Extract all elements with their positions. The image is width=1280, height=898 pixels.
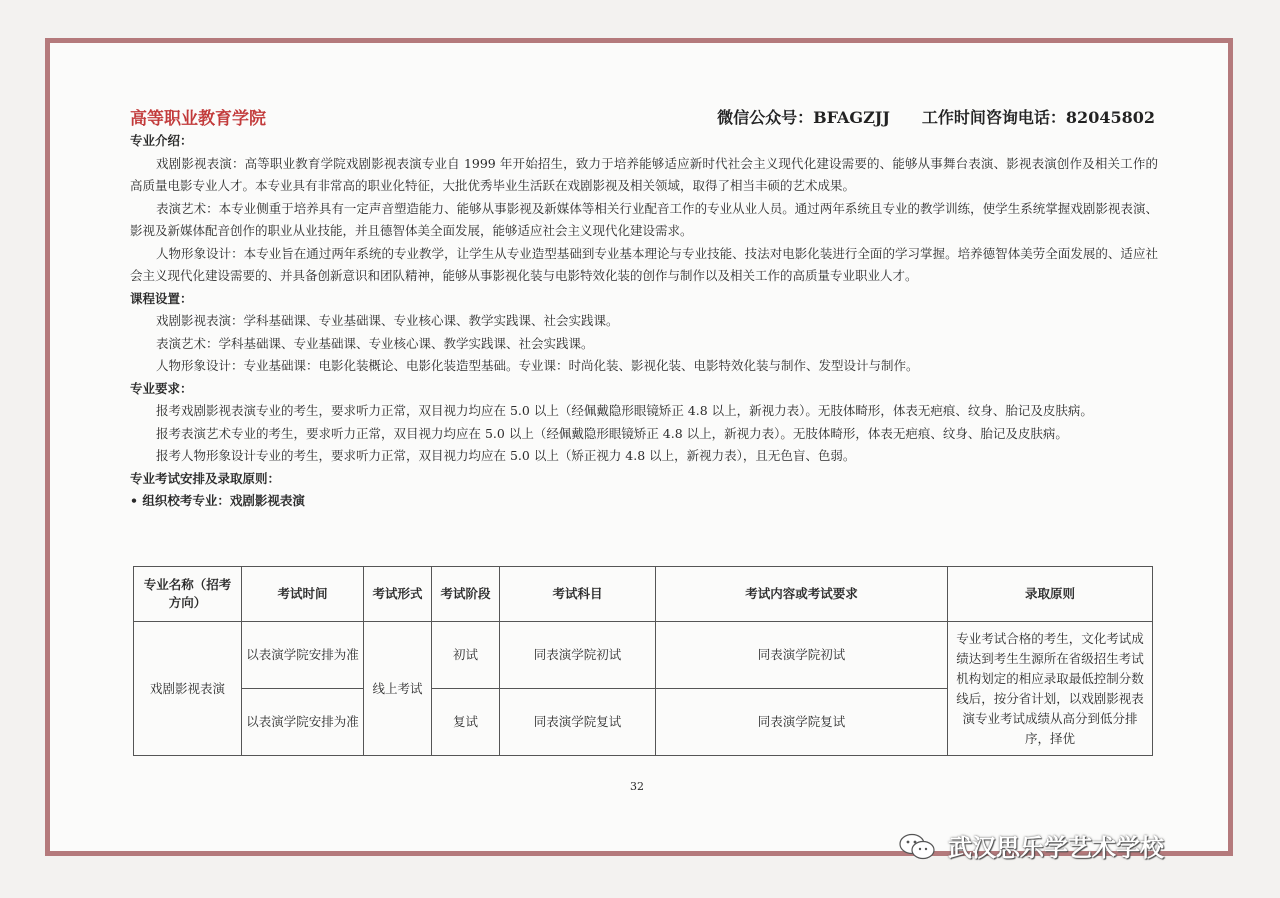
column-header: 专业名称（招考方向） bbox=[134, 567, 242, 622]
wechat-account: 微信公众号：BFAGZJJ bbox=[717, 107, 890, 127]
major-cell: 戏剧影视表演 bbox=[134, 622, 242, 756]
time-cell: 以表演学院安排为准 bbox=[242, 689, 364, 756]
document-body bbox=[130, 130, 1158, 513]
exam-table bbox=[133, 566, 1153, 756]
contact-info bbox=[717, 105, 1155, 128]
school-name: 高等职业教育学院 bbox=[130, 108, 266, 129]
requirement-item: 报考人物形象设计专业的考生，要求听力正常，双目视力均应在 5.0 以上（矫正视力 4.8 以上，新视力表），且无色盲、色弱。 bbox=[156, 448, 856, 463]
column-header: 考试形式 bbox=[364, 567, 432, 622]
watermark bbox=[898, 828, 1164, 863]
column-header: 考试时间 bbox=[242, 567, 364, 622]
form-cell: 线上考试 bbox=[364, 622, 432, 756]
intro-paragraph: 人物形象设计：本专业旨在通过两年系统的专业教学，让学生从专业造型基础到专业基本理论与专业技能、技法对电影化装进行全面的学习掌握。培养德智体美劳全面发展的、适应社会主义现代化建设需要的、并具备创新意识和团队精神，能够从事影视化装与电影特效化装的创作与制作以及相关工作的高质量专业职业人才。 bbox=[130, 245, 1158, 283]
course-item: 戏剧影视表演：学科基础课、专业基础课、专业核心课、教学实践课、社会实践课。 bbox=[156, 313, 619, 328]
content-cell: 同表演学院复试 bbox=[656, 689, 948, 756]
exam-bullet: • 组织校考专业：戏剧影视表演 bbox=[130, 493, 305, 508]
requirement-item: 报考表演艺术专业的考生，要求听力正常，双目视力均应在 5.0 以上（经佩戴隐形眼镜矫正 4.8 以上，新视力表）。无肢体畸形，体表无疤痕、纹身、胎记及皮肤病。 bbox=[156, 425, 1068, 441]
consult-phone: 工作时间咨询电话：82045802 bbox=[921, 107, 1155, 127]
courses-title: 课程设置： bbox=[130, 290, 193, 306]
exam-title: 专业考试安排及录取原则： bbox=[130, 470, 281, 486]
page-number: 32 bbox=[630, 780, 644, 793]
intro-title: 专业介绍： bbox=[130, 133, 193, 148]
requirement-item: 报考戏剧影视表演专业的考生，要求听力正常，双目视力均应在 5.0 以上（经佩戴隐形眼镜矫正 4.8 以上，新视力表）。无肢体畸形，体表无疤痕、纹身、胎记及皮肤病。 bbox=[156, 403, 1093, 418]
stage-cell: 复试 bbox=[432, 689, 500, 756]
table-header-row bbox=[134, 567, 1153, 622]
column-header: 考试内容或考试要求 bbox=[656, 567, 948, 622]
watermark-text: 武汉思乐学艺术学校 bbox=[948, 834, 1164, 862]
stage-cell: 初试 bbox=[432, 622, 500, 689]
course-item: 人物形象设计：专业基础课：电影化装概论、电影化装造型基础。专业课：时尚化装、影视化装、电影特效化装与制作、发型设计与制作。 bbox=[156, 358, 919, 373]
subject-cell: 同表演学院复试 bbox=[500, 689, 656, 756]
principle-cell: 专业考试合格的考生，文化考试成绩达到考生生源所在省级招生考试机构划定的相应录取最低控制分数线后，按分省计划，以戏剧影视表演专业考试成绩从高分到低分排序，择优 bbox=[948, 622, 1153, 756]
document-header bbox=[130, 104, 1155, 128]
table-row bbox=[134, 622, 1153, 689]
time-cell: 以表演学院安排为准 bbox=[242, 622, 364, 689]
column-header: 考试阶段 bbox=[432, 567, 500, 622]
column-header: 录取原则 bbox=[948, 567, 1153, 622]
intro-paragraph: 表演艺术：本专业侧重于培养具有一定声音塑造能力、能够从事影视及新媒体等相关行业配音工作的专业从业人员。通过两年系统且专业的教学训练，使学生系统掌握戏剧影视表演、影视及新媒体配音创作的职业从业技能，并且德智体美全面发展，能够适应社会主义现代化建设需求。 bbox=[130, 200, 1158, 238]
wechat-icon bbox=[898, 833, 936, 859]
course-item: 表演艺术：学科基础课、专业基础课、专业核心课、教学实践课、社会实践课。 bbox=[156, 335, 594, 351]
column-header: 考试科目 bbox=[500, 567, 656, 622]
intro-paragraph: 戏剧影视表演：高等职业教育学院戏剧影视表演专业自 1999 年开始招生，致力于培养能够适应新时代社会主义现代化建设需要的、能够从事舞台表演、影视表演创作及相关工作的高质量电影专业人才。本专业具有非常高的职业化特征，大批优秀毕业生活跃在戏剧影视及相关领域，取得了相当丰硕的艺术成果。 bbox=[130, 155, 1158, 193]
content-cell: 同表演学院初试 bbox=[656, 622, 948, 689]
requirements-title: 专业要求： bbox=[130, 380, 193, 396]
subject-cell: 同表演学院初试 bbox=[500, 622, 656, 689]
